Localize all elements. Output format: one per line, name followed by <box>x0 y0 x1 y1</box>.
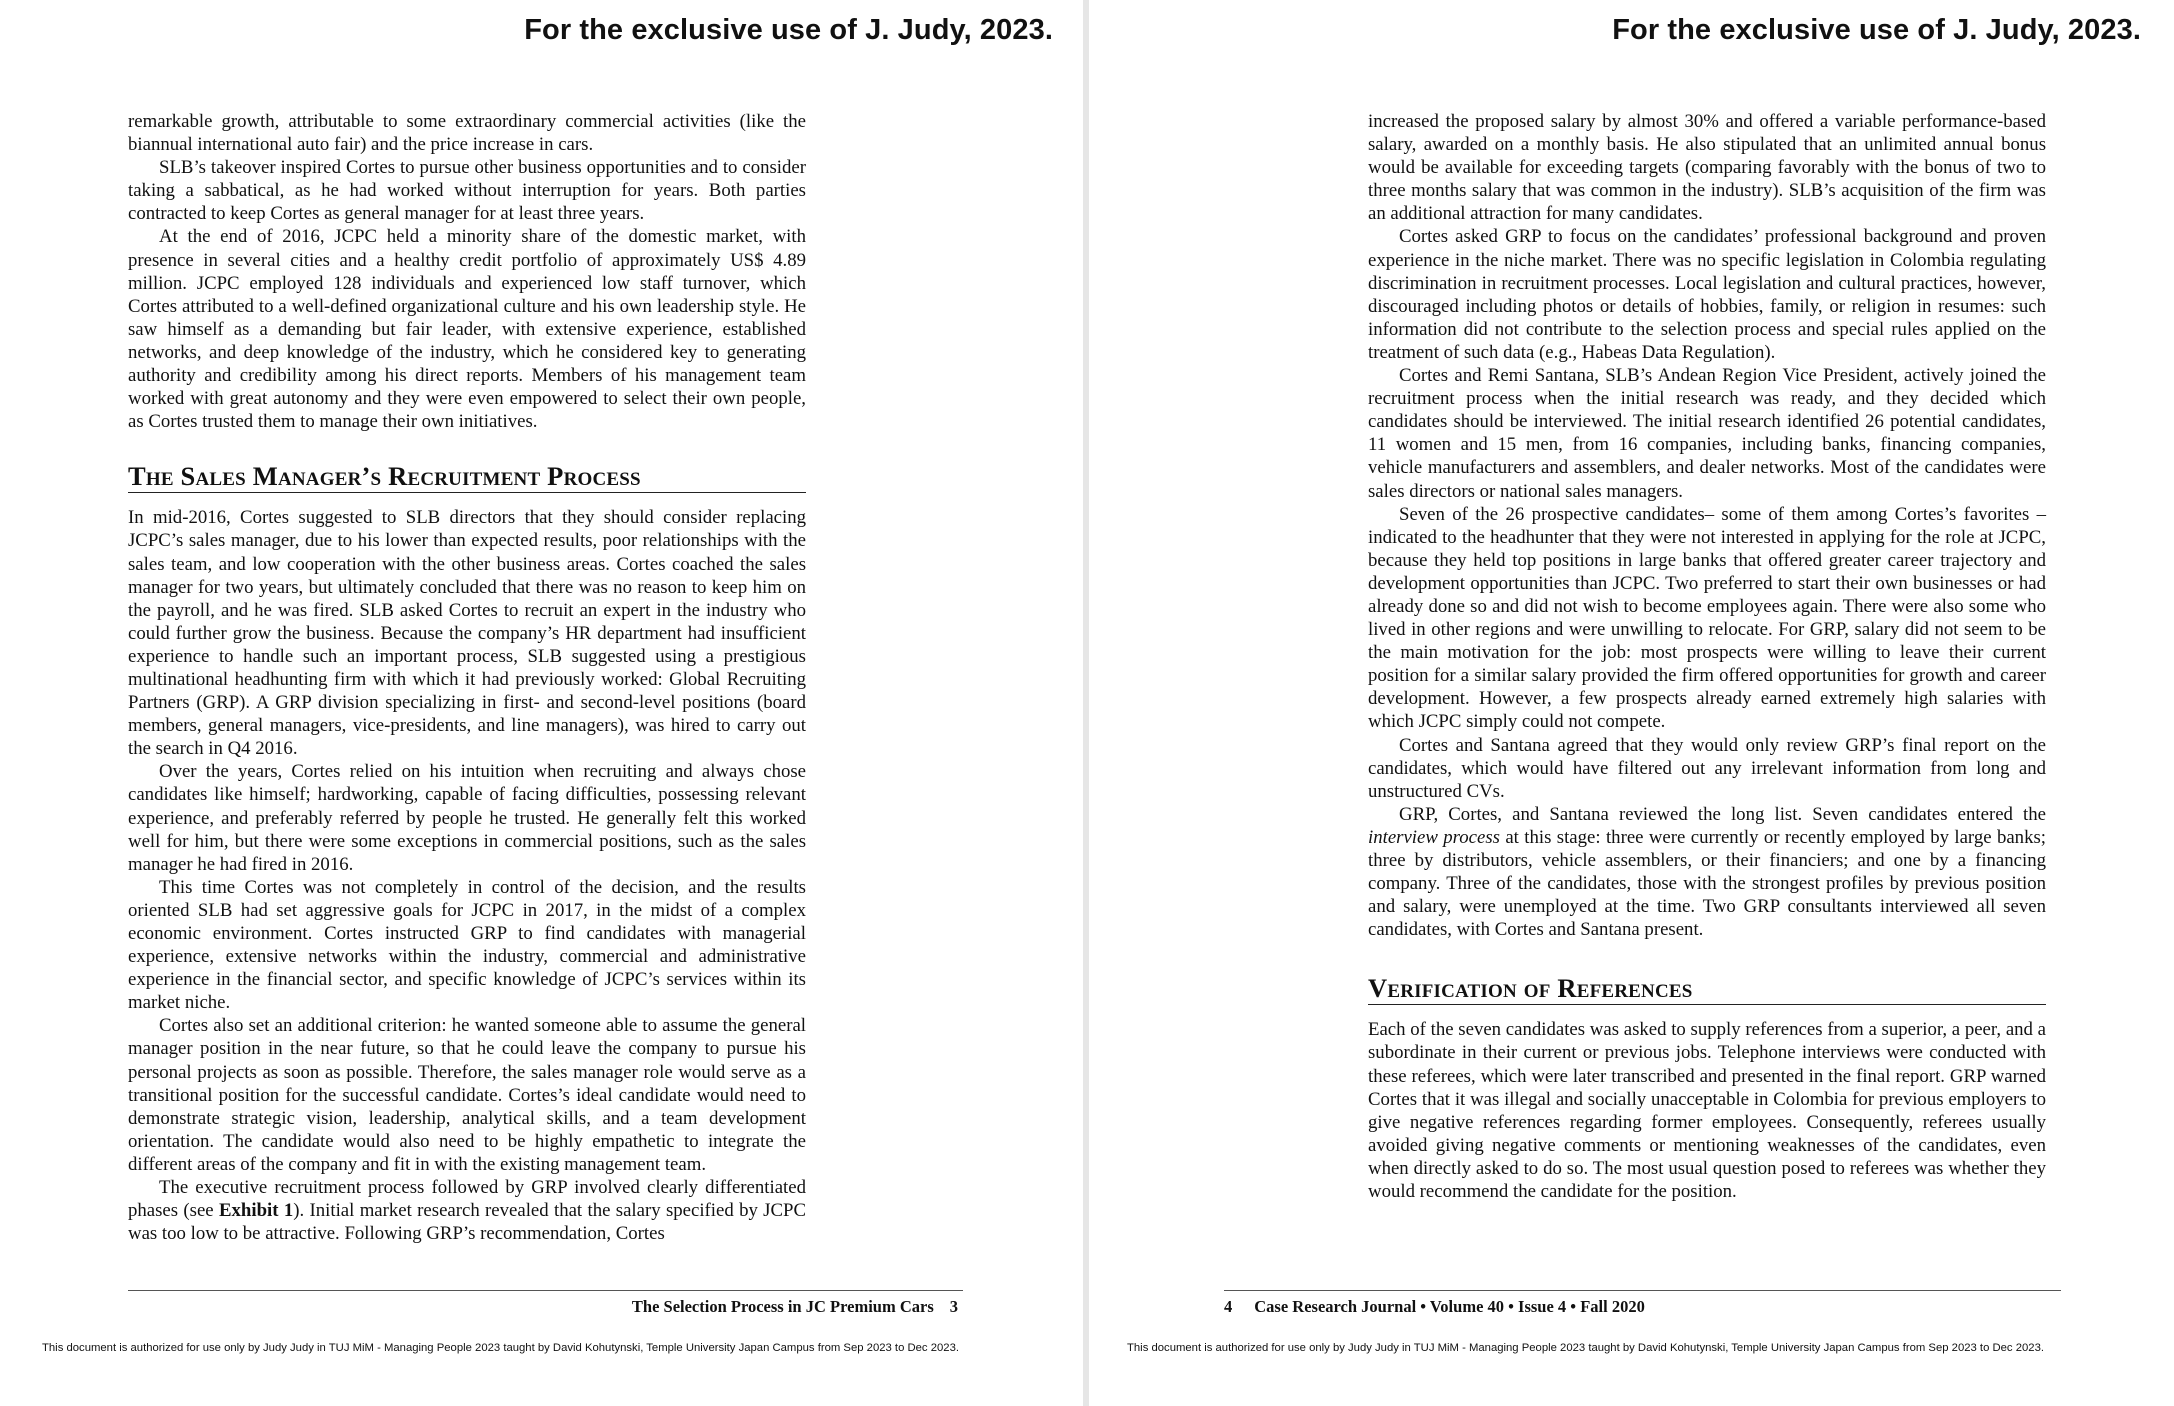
left-page <box>0 0 1083 1406</box>
exclusive-use-header: For the exclusive use of J. Judy, 2023. <box>1612 14 2141 46</box>
paragraph: Seven of the 26 prospective candidates– some of them among Cortes’s favorites – indicated to the headhunter that they were not interested in applying for the role at JCPC, because they held top positions in large banks that offered greater career trajectory and development opportunities than JCPC. Two preferred to start their own businesses or had already done so and did not wish to become employees again. There were also some who lived in other regions and were unwilling to relocate. For GRP, salary did not seem to be the main motivation for the job: most prospects were willing to leave their current position for a similar salary provided the firm offered opportunities for growth and career development. However, a few prospects already earned extremely high salaries with which JCPC simply could not compete. <box>1368 503 2046 733</box>
page-number: 4 <box>1224 1297 1233 1316</box>
authorization-note: This document is authorized for use only by Judy Judy in TUJ MiM - Managing People 2023 taught by David Kohutynski, Temple University Japan Campus from Sep 2023 to Dec 2023. <box>1127 1342 2044 1354</box>
text-run: GRP, Cortes, and Santana reviewed the long list. Seven candidates entered the <box>1399 803 2046 825</box>
paragraph-interview-process <box>1368 803 2046 942</box>
exhibit-1-reference: Exhibit 1 <box>218 1200 294 1222</box>
paragraph: At the end of 2016, JCPC held a minority share of the domestic market, with presence in several cities and a healthy credit portfolio of approximately US$ 4.89 million. JCPC employed 128 individuals and experienced low staff turnover, which Cortes attributed to a well-defined organizational culture and his own leadership style. He saw himself as a demanding but fair leader, with extensive experience, established networks, and deep knowledge of the industry, which he considered key to generating authority and credibility among his direct reports. Members of his management team worked with great autonomy and they were even empowered to select their own people, as Cortes trusted them to manage their own initiatives. <box>128 226 806 433</box>
paragraph: SLB’s takeover inspired Cortes to pursue other business opportunities and to consider taking a sabbatical, as he had worked without interruption for years. Both parties contracted to keep Cortes as general manager for at least three years. <box>128 157 806 225</box>
paragraph: Cortes and Santana agreed that they would only review GRP’s final report on the candidates, which would have filtered out any irrelevant information from long and unstructured CVs. <box>1368 734 2046 802</box>
footer-rule <box>128 1290 963 1291</box>
text-run: ). Initial market research revealed that the salary specified by JCPC was too low to be attractive. Following GRP’s recommendation, Cortes <box>128 1200 806 1245</box>
running-footer <box>1224 1297 1645 1317</box>
footer-title: The Selection Process in JC Premium Cars <box>631 1297 934 1316</box>
paragraph: remarkable growth, attributable to some extraordinary commercial activities (like the biannual international auto fair) and the price increase in cars. <box>128 111 806 156</box>
text-run: The executive recruitment process followed by GRP involved clearly differentiated phases (see <box>128 1177 806 1222</box>
section-heading-references: Verification of References <box>1368 973 2046 1005</box>
exclusive-use-header: For the exclusive use of J. Judy, 2023. <box>524 14 1053 46</box>
paragraph: In mid-2016, Cortes suggested to SLB directors that they should consider replacing JCPC’s sales manager, due to his lower than expected results, poor relationships with the sales team, and low cooperation with the other business areas. Cortes coached the sales manager for two years, but ultimately concluded that there was no reason to keep him on the payroll, and he was fired. SLB asked Cortes to recruit an expert in the industry who could further grow the business. Because the company’s HR department had insufficient experience to handle such an important process, SLB suggested using a prestigious multinational headhunting firm with which it had previously worked: Global Recruiting Partners (GRP). A GRP division specializing in first- and second-level positions (board members, general managers, vice-presidents, and line managers), was hired to carry out the search in Q4 2016. <box>128 507 806 760</box>
authorization-note: This document is authorized for use only by Judy Judy in TUJ MiM - Managing People 2023 taught by David Kohutynski, Temple University Japan Campus from Sep 2023 to Dec 2023. <box>42 1342 959 1354</box>
right-page <box>1089 0 2174 1406</box>
paragraph: Over the years, Cortes relied on his intuition when recruiting and always chose candidates like himself; hardworking, capable of facing difficulties, possessing relevant experience, and preferably referred by people he trusted. He generally felt this worked well for him, but there were some exceptions in commercial positions, such as the sales manager he had fired in 2016. <box>128 761 806 875</box>
paragraph: increased the proposed salary by almost 30% and offered a variable performance-based salary, awarded on a monthly basis. He also stipulated that an unlimited annual bonus would be available for exceeding targets (comparing favorably with the bonus of two to three months salary that was common in the industry). SLB’s acquisition of the firm was an additional attraction for many candidates. <box>1368 111 2046 225</box>
interview-process-term: interview process <box>1368 826 1500 848</box>
section-heading-recruitment: The Sales Manager’s Recruitment Process <box>128 461 806 493</box>
paragraph: This time Cortes was not completely in control of the decision, and the results oriented SLB had set aggressive goals for JCPC in 2017, in the midst of a complex economic environment. Cortes instructed GRP to find candidates with managerial experience, extensive networks within the industry, commercial and administrative experience in the financial sector, and specific knowledge of JCPC’s services within its market niche. <box>128 876 806 1014</box>
paragraph-exhibit-reference <box>128 1176 806 1245</box>
paragraph: Each of the seven candidates was asked to supply references from a superior, a peer, and a subordinate in their current or previous jobs. Telephone interviews were conducted with these referees, which were later transcribed and presented in the final report. GRP warned Cortes that it was illegal and socially unacceptable in Colombia for previous employers to give negative references regarding former employees. Consequently, referees usually avoided giving negative comments or mentioning weaknesses of the candidates, even when directly asked to do so. The most usual question posed to referees was whether they would recommend the candidate for the position. <box>1368 1019 2046 1203</box>
text-run: at this stage: three were currently or recently employed by large banks; three by distributors, vehicle assemblers, or their financiers; and one by a financing company. Three of the candidates, those with the strongest profiles by previous position and salary, were unemployed at the time. Two GRP consultants interviewed all seven candidates, with Cortes and Santana present. <box>1368 826 2046 941</box>
paragraph: Cortes asked GRP to focus on the candidates’ professional background and proven experience in the niche market. There was no specific legislation in Colombia regulating discrimination in recruitment processes. Local legislation and cultural practices, however, discouraged including photos or details of hobbies, family, or religion in resumes: such information did not contribute to the selection process and special rules applied on the treatment of such data (e.g., Habeas Data Regulation). <box>1368 226 2046 363</box>
paragraph: Cortes also set an additional criterion: he wanted someone able to assume the general manager position in the near future, so that he could leave the company to pursue his personal projects as soon as possible. Therefore, the sales manager role would serve as a transitional position for the successful candidate. Cortes’s ideal candidate would need to demonstrate strategic vision, leadership, analytical skills, and a team development orientation. The candidate would also need to be highly empathetic to integrate the different areas of the company and fit in with the existing management team. <box>128 1015 806 1175</box>
page-number: 3 <box>949 1297 958 1316</box>
running-footer <box>632 1297 958 1317</box>
left-text-column <box>128 110 806 1245</box>
right-text-column <box>1368 110 2046 1203</box>
footer-title: Case Research Journal • Volume 40 • Issue 4 • Fall 2020 <box>1254 1297 1645 1316</box>
paragraph: Cortes and Remi Santana, SLB’s Andean Region Vice President, actively joined the recruitment process when the initial research was ready, and they decided which candidates should be interviewed. The initial research identified 26 potential candidates, 11 women and 15 men, from 16 companies, including banks, financing companies, vehicle manufacturers and assemblers, and dealer networks. Most of the candidates were sales directors or national sales managers. <box>1368 365 2046 502</box>
footer-rule <box>1224 1290 2061 1291</box>
